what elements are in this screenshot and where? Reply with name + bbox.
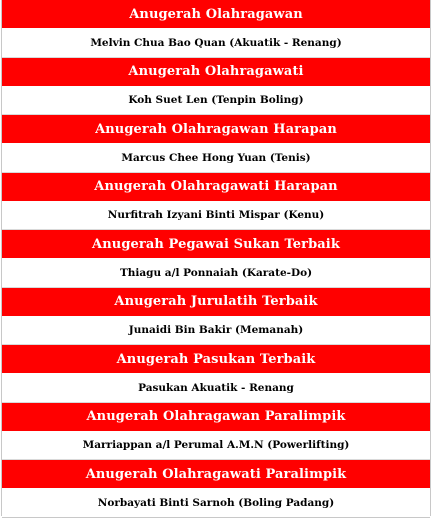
award-winner-olahragawan-harapan: Marcus Chee Hong Yuan (Tenis) — [2, 144, 430, 173]
award-category-olahragawan: Anugerah Olahragawan — [2, 0, 430, 29]
award-category-olahragawati: Anugerah Olahragawati — [2, 58, 430, 87]
awards-table — [1, 0, 431, 516]
award-category-pasukan: Anugerah Pasukan Terbaik — [2, 345, 430, 374]
award-category-olahragawati-paralimpik: Anugerah Olahragawati Paralimpik — [2, 460, 430, 489]
award-winner-olahragawati-paralimpik: Norbayati Binti Sarnoh (Boling Padang) — [2, 489, 430, 518]
award-winner-olahragawati-harapan: Nurfitrah Izyani Binti Mispar (Kenu) — [2, 202, 430, 231]
award-winner-pasukan: Pasukan Akuatik - Renang — [2, 374, 430, 403]
award-category-olahragawati-harapan: Anugerah Olahragawati Harapan — [2, 173, 430, 202]
award-category-olahragawan-paralimpik: Anugerah Olahragawan Paralimpik — [2, 403, 430, 432]
award-winner-olahragawan: Melvin Chua Bao Quan (Akuatik - Renang) — [2, 29, 430, 58]
award-category-jurulatih: Anugerah Jurulatih Terbaik — [2, 288, 430, 317]
award-category-pegawai-sukan: Anugerah Pegawai Sukan Terbaik — [2, 230, 430, 259]
award-category-olahragawan-harapan: Anugerah Olahragawan Harapan — [2, 115, 430, 144]
award-winner-olahragawati: Koh Suet Len (Tenpin Boling) — [2, 87, 430, 116]
award-winner-jurulatih: Junaidi Bin Bakir (Memanah) — [2, 317, 430, 346]
award-winner-pegawai-sukan: Thiagu a/l Ponnaiah (Karate-Do) — [2, 259, 430, 288]
award-winner-olahragawan-paralimpik: Marriappan a/l Perumal A.M.N (Powerlifting) — [2, 432, 430, 461]
